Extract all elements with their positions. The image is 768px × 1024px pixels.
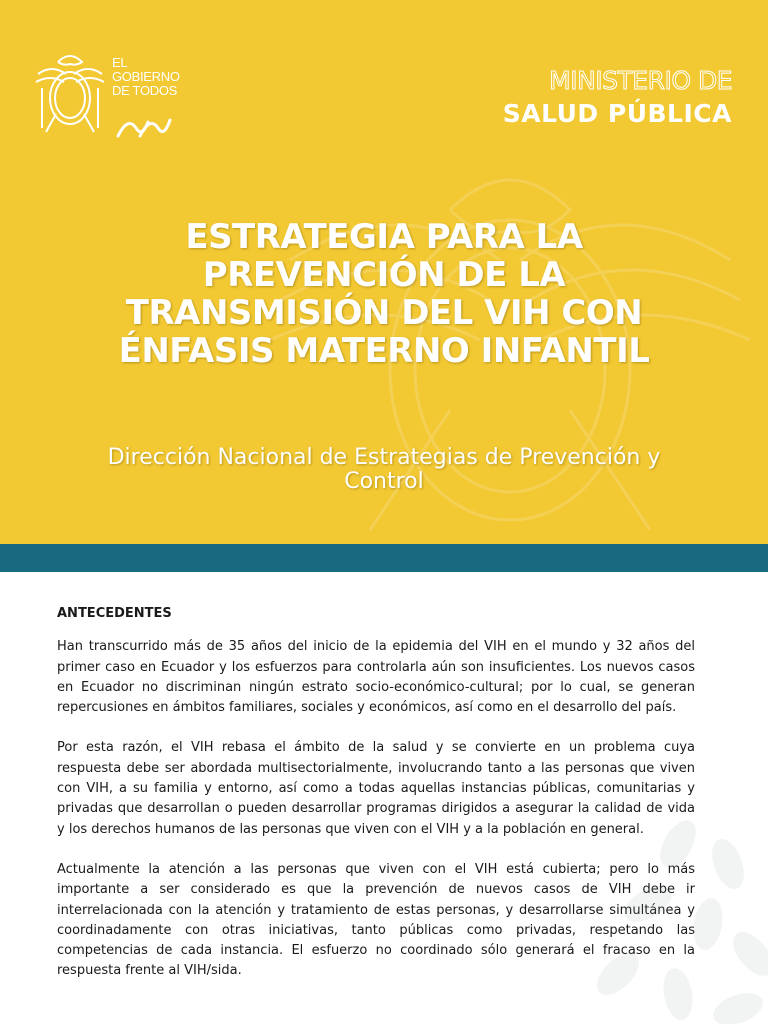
government-wordmark	[112, 56, 192, 98]
document-subtitle	[60, 446, 708, 494]
ministry-wordmark	[503, 66, 732, 132]
paragraph-line: repercusiones en ámbitos familiares, sociales y económicos, así como en el desarrollo del país.	[57, 700, 677, 716]
paragraph-line: respuesta debe ser abordada multisectorialmente, involucrando tanto a las personas que viven	[57, 760, 695, 776]
paragraph-line: en Ecuador no discriminan ningún estrato socio-económico-cultural; por lo cual, se generan	[57, 679, 695, 695]
paragraph-line: con VIH, a su familia y entorno, así como a todas aquellas instancias públicas, comunitarias y	[57, 781, 695, 797]
subtitle-line: Dirección Nacional de Estrategias de Prevención y	[107, 445, 661, 470]
paragraph-line: importante a ser considerado es que la prevención de nuevos casos de VIH debe ir	[57, 882, 695, 898]
ecuador-coat-of-arms-icon	[34, 48, 106, 138]
subtitle-line: Control	[344, 469, 424, 494]
paragraph	[57, 637, 695, 718]
government-line: GOBIERNO	[112, 69, 180, 84]
document-title	[40, 218, 728, 370]
gobierno-de-todos-logo-icon	[114, 108, 174, 140]
title-line: ESTRATEGIA PARA LA	[185, 217, 583, 257]
paragraph-line: competencias de cada instancia. El esfuerzo no coordinado sólo generará el fracaso en la	[57, 943, 695, 959]
teal-divider-band	[0, 544, 768, 572]
government-line: EL	[112, 55, 128, 70]
paragraph-line: Han transcurrido más de 35 años del inicio de la epidemia del VIH en el mundo y 32 años del	[57, 639, 695, 655]
paragraph-line: privadas que desarrollan o pueden desarrollar programas dirigidos a asegurar la calidad de vida	[57, 801, 695, 817]
paragraph-line: primer caso en Ecuador y los esfuerzos para controlarla aún son insuficientes. Los nuevos casos	[57, 659, 695, 675]
paragraph-line: interrelacionada con la atención y tratamiento de estas personas, y desarrollarse simultánea y	[57, 902, 695, 918]
section-heading: ANTECEDENTES	[57, 606, 172, 621]
paragraph-line: y los derechos humanos de las personas que viven con el VIH y a la población en general.	[57, 821, 644, 837]
paragraph-line: Por esta razón, el VIH rebasa el ámbito de la salud y se convierte en un problema cuya	[57, 740, 695, 756]
paragraph-line: Actualmente la atención a las personas que viven con el VIH está cubierta; pero lo más	[57, 861, 695, 877]
ministry-line-2: SALUD PÚBLICA	[502, 99, 732, 128]
government-line: DE TODOS	[112, 83, 178, 98]
title-line: PREVENCIÓN DE LA	[202, 255, 566, 295]
decorative-leaf-pattern-icon	[528, 804, 768, 1024]
ministry-line-1: MINISTERIO DE	[549, 66, 732, 95]
paragraph-line: respuesta frente al VIH/sida.	[57, 963, 242, 979]
paragraph-line: coordinadamente con otras iniciativas, tanto públicas como privadas, respetando las	[57, 922, 695, 938]
title-line: TRANSMISIÓN DEL VIH CON	[125, 293, 643, 333]
title-line: ÉNFASIS MATERNO INFANTIL	[118, 331, 650, 371]
